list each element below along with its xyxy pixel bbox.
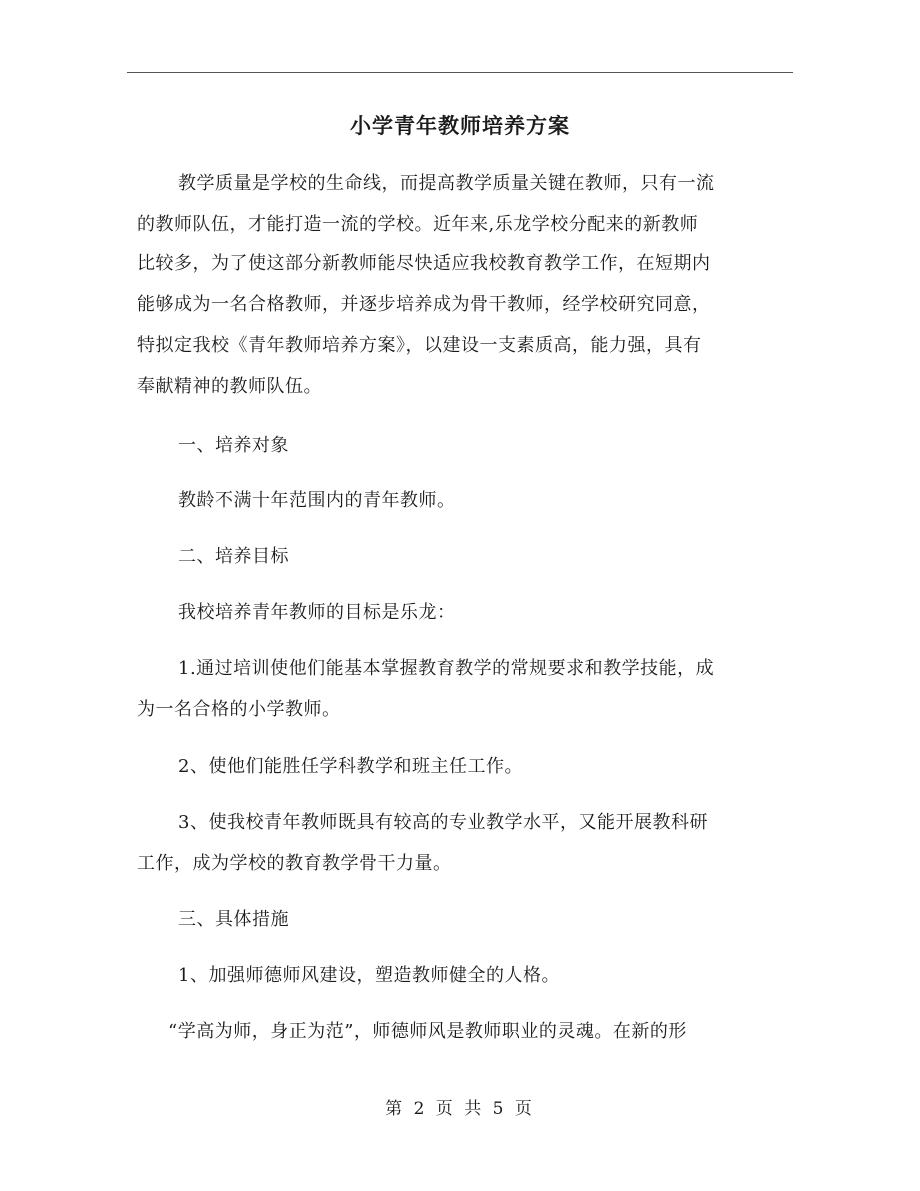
intro-line-2: 的教师队伍，才能打造一流的学校。近年来,乐龙学校分配来的新教师 [137, 214, 699, 235]
goals-intro: 我校培养青年教师的目标是乐龙： [178, 602, 456, 623]
intro-line-5: 特拟定我校《青年教师培养方案》，以建设一支素质高，能力强，具有 [137, 335, 702, 356]
targets-text: 教龄不满十年范围内的青年教师。 [178, 490, 456, 511]
document-title: 小学青年教师培养方案 [350, 113, 570, 138]
section-heading-goals: 二、培养目标 [178, 546, 289, 567]
intro-line-1: 教学质量是学校的生命线，而提高教学质量关键在教师，只有一流 [178, 173, 715, 194]
goal-2: 2、使他们能胜任学科教学和班主任工作。 [178, 756, 523, 777]
section-heading-targets: 一、培养对象 [178, 435, 289, 456]
goal-3-line-2: 工作，成为学校的教育教学骨干力量。 [137, 853, 452, 874]
measure-1-text: “学高为师，身正为范”，师德师风是教师职业的灵魂。在新的形 [168, 1021, 687, 1042]
section-heading-measures: 三、具体措施 [178, 909, 289, 930]
goal-1-line-2: 为一名合格的小学教师。 [137, 699, 341, 720]
header-rule [127, 72, 793, 73]
intro-line-6: 奉献精神的教师队伍。 [137, 376, 322, 397]
goal-1-line-1: 1.通过培训使他们能基本掌握教育教学的常规要求和教学技能，成 [178, 658, 715, 679]
measure-1: 1、加强师德师风建设，塑造教师健全的人格。 [178, 965, 560, 986]
intro-line-4: 能够成为一名合格教师，并逐步培养成为骨干教师，经学校研究同意， [137, 294, 711, 315]
goal-3-line-1: 3、使我校青年教师既具有较高的专业教学水平，又能开展教科研 [178, 812, 708, 833]
page-number: 第 2 页 共 5 页 [385, 1099, 535, 1119]
intro-line-3: 比较多，为了使这部分新教师能尽快适应我校教育教学工作，在短期内 [137, 253, 711, 274]
